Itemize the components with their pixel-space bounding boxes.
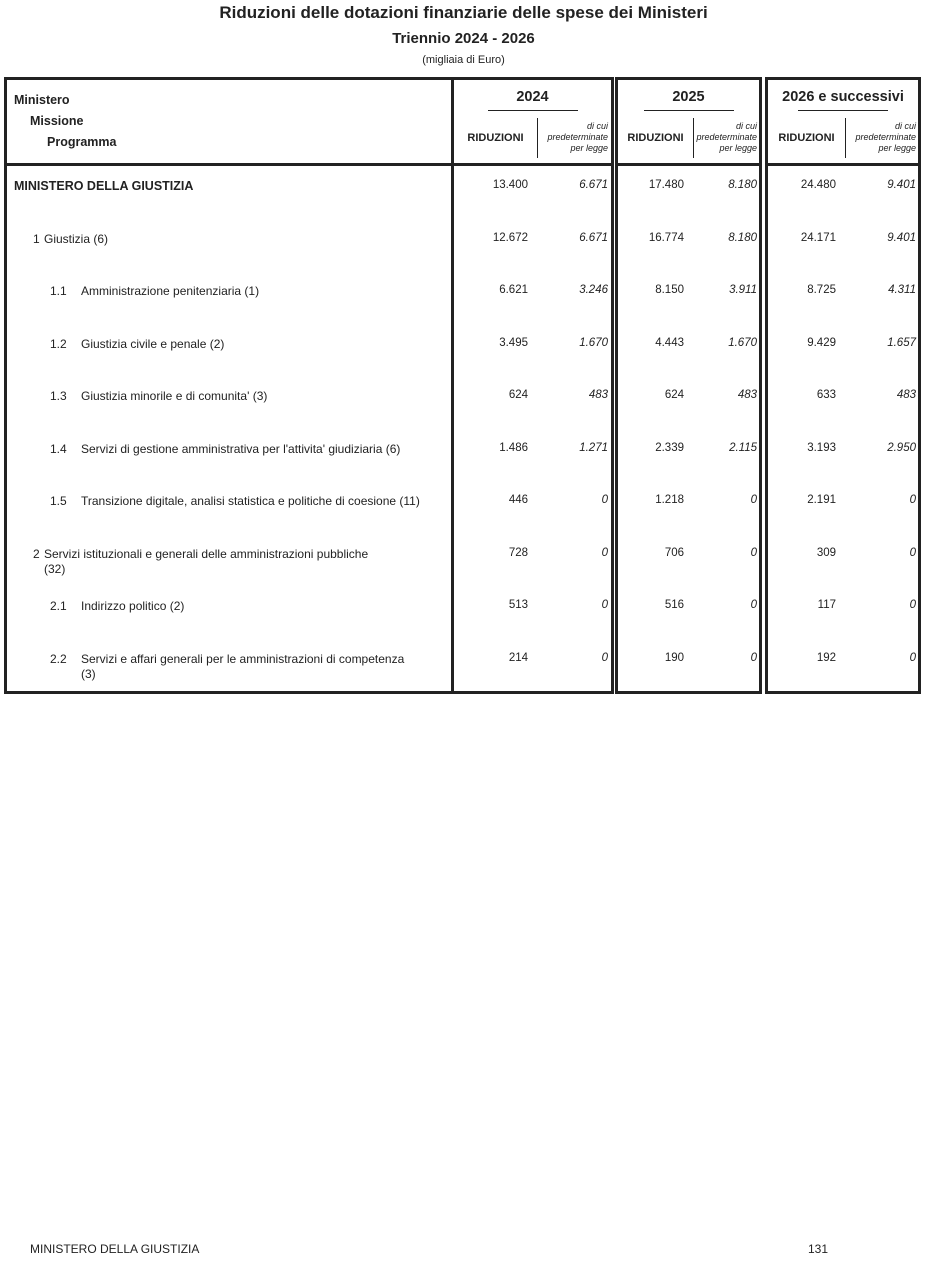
table-row-values: 2.339 2.115 (655, 441, 757, 454)
table-row-label: 1.3 Giustizia minorile e di comunita' (3) (50, 389, 268, 403)
table-row-label: MINISTERO DELLA GIUSTIZIA (14, 179, 194, 193)
table-row-values: 117 0 (817, 599, 916, 611)
header-programma: Programma (47, 135, 117, 149)
table-row-values: 214 0 (508, 651, 608, 664)
table-row-values: 3.193 2.950 (807, 441, 916, 454)
label-rows (7, 166, 451, 691)
year-label: 2026 e successivi (782, 89, 904, 105)
table-row-values: 2.191 0 (807, 494, 916, 506)
table-row-values: 9.429 1.657 (807, 336, 916, 349)
table-row-values: 4.443 1.670 (655, 336, 757, 349)
col-riduzioni: RIDUZIONI (627, 131, 684, 144)
table-row-values: 728 0 (508, 546, 608, 559)
table-row-label: 1.4 Servizi di gestione amministrativa per l'attivita' giudiziaria (6) (50, 441, 401, 456)
page-number: 131 (808, 1242, 829, 1256)
table-row-values: 12.672 6.671 (492, 231, 608, 244)
year-group-2026 (765, 77, 921, 694)
header-missione: Missione (30, 114, 84, 128)
unit-note: (migliaia di Euro) (422, 54, 505, 66)
table-row-label: 1.1 Amministrazione penitenziaria (1) (50, 284, 260, 298)
table-row-values: 624 483 (508, 389, 608, 401)
table-row-label: 2.1 Indirizzo politico (2) (50, 599, 185, 613)
table-row-values: 3.495 1.670 (499, 336, 608, 349)
year-underline (798, 110, 888, 111)
year-group-2024 (454, 80, 611, 691)
year-label: 2025 (672, 89, 705, 105)
year-group-header-2025 (618, 80, 759, 166)
col-dicui: di cui predeterminate per legge (845, 118, 918, 158)
table-row-values: 624 483 (664, 389, 757, 401)
table-row-label: 1 Giustizia (6) (33, 231, 109, 246)
year-underline (488, 110, 578, 111)
table-row-values: 16.774 8.180 (648, 231, 757, 244)
document-header (0, 0, 927, 66)
col-riduzioni: RIDUZIONI (467, 131, 524, 144)
col-dicui: di cui predeterminate per legge (693, 118, 759, 158)
table-row-label: 2 Servizi istituzionali e generali delle amministrazioni pubbliche (32) (33, 546, 369, 576)
table-row-values: 513 0 (508, 599, 608, 611)
year-label: 2024 (516, 89, 549, 105)
footer-ministry: MINISTERO DELLA GIUSTIZIA (30, 1242, 200, 1256)
table-row-values: 6.621 3.246 (499, 284, 608, 296)
table-row-values: 706 0 (664, 546, 757, 559)
table-row-values: 13.400 6.671 (492, 179, 608, 191)
table-row-values: 446 0 (508, 494, 608, 506)
table-row-values: 24.171 9.401 (800, 231, 916, 244)
label-column (7, 80, 454, 691)
table-row-values: 8.150 3.911 (655, 284, 757, 296)
row-header (7, 80, 451, 166)
table-row-label: 2.2 Servizi e affari generali per le amministrazioni di competenza (3) (50, 651, 405, 681)
table-row-values: 309 0 (816, 546, 916, 559)
table-row-values: 1.486 1.271 (499, 441, 608, 454)
document-title: Riduzioni delle dotazioni finanziarie delle spese dei Ministeri (219, 3, 708, 22)
table-row-values: 17.480 8.180 (648, 179, 757, 191)
table-row-values: 190 0 (664, 651, 757, 664)
col-riduzioni: RIDUZIONI (778, 131, 835, 144)
document-subtitle: Triennio 2024 - 2026 (392, 30, 535, 47)
table-row-values: 633 483 (816, 389, 916, 401)
table-row-values: 24.480 9.401 (800, 179, 916, 191)
year-underline (644, 110, 734, 111)
table-row-values: 192 0 (816, 651, 916, 664)
table-row-label: 1.5 Transizione digitale, analisi statistica e politiche di coesione (11) (50, 494, 420, 508)
year-group-header-2026 (768, 80, 918, 166)
col-dicui: di cui predeterminate per legge (537, 118, 611, 158)
table-row-label: 1.2 Giustizia civile e penale (2) (50, 336, 225, 351)
budget-table (0, 77, 927, 697)
table-row-values: 8.725 4.311 (807, 284, 916, 296)
year-group-2025 (615, 77, 762, 694)
year-group-header-2024 (454, 80, 611, 166)
table-row-values: 1.218 0 (655, 494, 757, 506)
header-ministero: Ministero (14, 93, 70, 107)
main-table-box (4, 77, 614, 694)
table-row-values: 516 0 (664, 599, 757, 611)
